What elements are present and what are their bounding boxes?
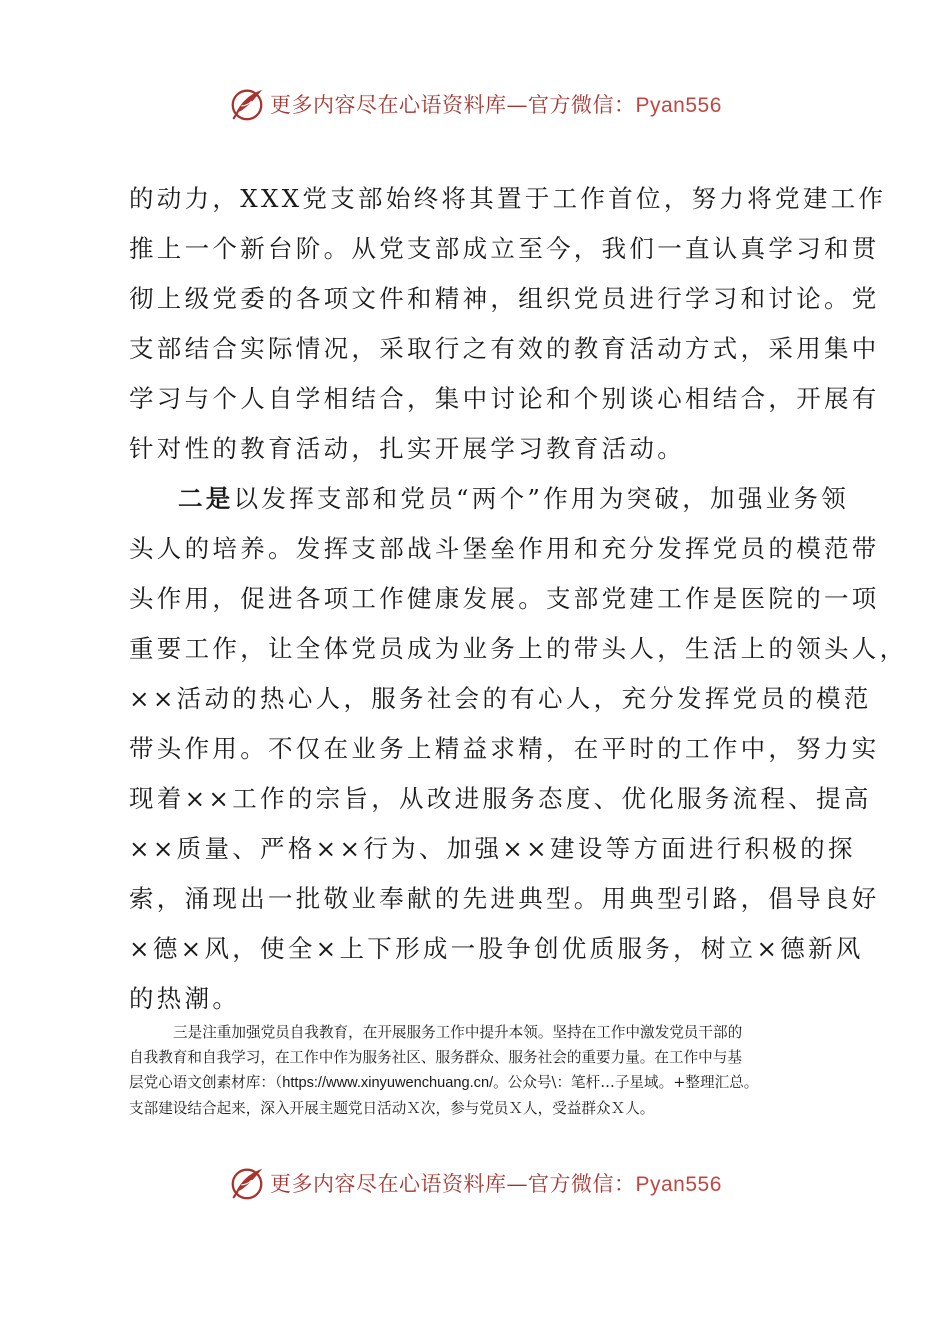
quill-pen-logo-icon — [228, 1164, 266, 1202]
header-wechat-id: Pyan556 — [635, 94, 722, 117]
paragraph-3 — [129, 1020, 839, 1121]
text-line: 支部结合实际情况，采取行之有效的教育活动方式，采用集中 — [129, 334, 880, 363]
text-line: 三是注重加强党员自我教育，在开展服务工作中提升本领。坚持在工作中激发党员干部的 — [173, 1024, 743, 1041]
text-line: 索，涌现出一批敬业奉献的先进典型。用典型引路，倡导良好 — [129, 884, 880, 913]
paragraph-2 — [129, 474, 908, 1024]
text-line: 针对性的教育活动，扎实开展学习教育活动。 — [129, 434, 685, 463]
text-line: 带头作用。不仅在业务上精益求精，在平时的工作中，努力实 — [129, 734, 880, 763]
text-line: 二是以发挥支部和党员“两个”作用为突破，加强业务领 — [178, 484, 850, 513]
text-line: 自我教育和自我学习，在工作中作为服务社区、服务群众、服务社会的重要力量。在工作中与基 — [129, 1049, 742, 1066]
quill-pen-logo-icon — [228, 85, 266, 123]
header-brand-text: 更多内容尽在心语资料库—官方微信：Pyan556 — [270, 93, 722, 117]
header-banner — [228, 84, 748, 124]
text-line: 重要工作，让全体党员成为业务上的带头人，生活上的领头人， — [129, 634, 908, 663]
text-line: 的动力，XXX党支部始终将其置于工作首位，努力将党建工作 — [129, 184, 887, 213]
text-line: 头人的培养。发挥支部战斗堡垒作用和充分发挥党员的模范带 — [129, 534, 880, 563]
text-line: 支部建设结合起来，深入开展主题党日活动Ｘ次，参与党员Ｘ人，受益群众Ｘ人。 — [129, 1100, 655, 1117]
footer-brand-text: 更多内容尽在心语资料库—官方微信：Pyan556 — [270, 1172, 722, 1196]
text-line: 头作用，促进各项工作健康发展。支部党建工作是医院的一项 — [129, 584, 880, 613]
text-line: 层党心语文创素材库：（https://www.xinyuwenchuang.cn/。公众号\：笔杆…子星域。+整理汇总。 — [129, 1074, 759, 1091]
footer-banner — [228, 1163, 748, 1203]
footer-wechat-id: Pyan556 — [635, 1173, 722, 1196]
paragraph-1 — [129, 174, 887, 474]
source-link[interactable]: https://www.xinyuwenchuang.cn/ — [282, 1075, 494, 1091]
text-line: ×德×风，使全×上下形成一股争创优质服务，树立×德新风 — [129, 934, 864, 963]
text-line: ××质量、严格××行为、加强××建设等方面进行积极的探 — [129, 834, 856, 863]
text-line: ××活动的热心人，服务社会的有心人，充分发挥党员的模范 — [129, 684, 872, 713]
text-line: 现着××工作的宗旨，从改进服务态度、优化服务流程、提高 — [129, 784, 872, 813]
text-line: 彻上级党委的各项文件和精神，组织党员进行学习和讨论。党 — [129, 284, 880, 313]
paragraph-lead: 二是 — [178, 484, 234, 513]
text-line: 的热潮。 — [129, 984, 241, 1013]
text-line: 推上一个新台阶。从党支部成立至今，我们一直认真学习和贯 — [129, 234, 880, 263]
text-line: 学习与个人自学相结合，集中讨论和个别谈心相结合，开展有 — [129, 384, 880, 413]
document-body — [129, 174, 908, 1024]
